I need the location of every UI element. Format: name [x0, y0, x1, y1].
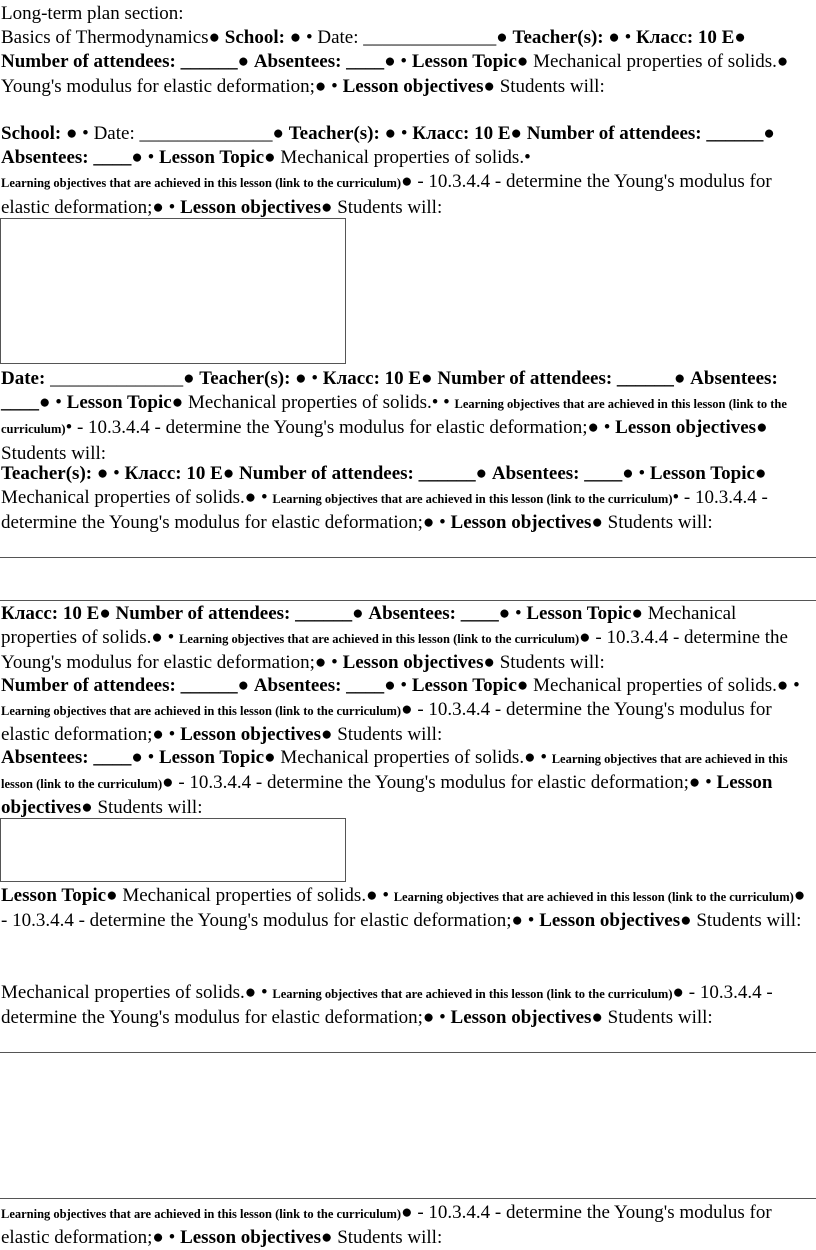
paragraph-4: Teacher(s): ● • Класс: 10 Е● Number of attendees: ______● Absentees: ____● • Lesson Topic● Mechanical properties of solids.● • Learning objectives that are achieved in this lesson (link to the curriculum)• - 10.3.4.4 - determine the Young's modulus for elastic deformation;● • Lesson objectives● Students will: — [1, 463, 768, 534]
paragraph-7: Absentees: ____● • Lesson Topic● Mechanical properties of solids.● • Learning objectives that are achieved in this lesson (link to the curriculum)● - 10.3.4.4 - determine the Young's modulus for elastic deformation;● • Lesson objectives● Students will: — [1, 747, 788, 819]
lesson-topic-label: Lesson Topic — [411, 51, 517, 73]
students-will: Students will: — [499, 75, 605, 97]
divider-1 — [0, 557, 816, 558]
school-label: School: — [224, 27, 285, 49]
teacher-label: Teacher(s): — [512, 27, 604, 49]
paragraph-9: Mechanical properties of solids.● • Learning objectives that are achieved in this lesson (link to the curriculum)● - 10.3.4.4 - determine the Young's modulus for elastic deformation;● • Lesson objectives● Students will: — [1, 982, 773, 1029]
paragraph-3: Date: ______________● Teacher(s): ● • Класс: 10 Е● Number of attendees: ______● Absentees: ____● • Lesson Topic● Mechanical properties of solids.• • Learning objectives that are achieved in this lesson (link to the curriculum)• - 10.3.4.4 - determine the Young's modulus for elastic deformation;● • Lesson objectives● Students will: — [1, 368, 787, 464]
paragraph-8: Lesson Topic● Mechanical properties of solids.● • Learning objectives that are achieved in this lesson (link to the curriculum)● - 10.3.4.4 - determine the Young's modulus for elastic deformation;● • Lesson objectives● Students will: — [1, 885, 806, 932]
paragraph-2: School: ● • Date: ______________● Teacher(s): ● • Класс: 10 Е● Number of attendees: ______● Absentees: ____● • Lesson Topic● Mechanical properties of solids.• Learning objectives that are achieved in this lesson (link to the curriculum)● - 10.3.4.4 - determine the Young's modulus for elastic deformation;● • Lesson objectives● Students will: — [1, 123, 775, 218]
class-label: Класс: 10 Е — [636, 27, 735, 49]
paragraph-10: Learning objectives that are achieved in this lesson (link to the curriculum)● - 10.3.4.4 - determine the Young's modulus for elastic deformation;● • Lesson objectives● Students will: — [1, 1202, 772, 1249]
date-label: Date: — [317, 27, 359, 49]
lesson-topic: Mechanical properties of solids. — [533, 51, 777, 73]
divider-3 — [0, 1052, 816, 1053]
divider-4 — [0, 1198, 816, 1199]
paragraph-6: Number of attendees: ______● Absentees: ____● • Lesson Topic● Mechanical properties of solids.● • Learning objectives that are achieved in this lesson (link to the curriculum)● - 10.3.4.4 - determine the Young's modulus for elastic deformation;● • Lesson objectives● Students will: — [1, 675, 800, 746]
objective-text: - 10.3.4.4 - determine the Young's modulus for elastic deformation; — [1, 171, 772, 218]
attendees-label: Number of attendees: ______ — [1, 51, 238, 73]
divider-2 — [0, 600, 816, 601]
objective-fragment: Young's modulus for elastic deformation; — [1, 75, 315, 97]
paragraph-5: Класс: 10 Е● Number of attendees: ______● Absentees: ____● • Lesson Topic● Mechanical properties of solids.● • Learning objectives that are achieved in this lesson (link to the curriculum)● - 10.3.4.4 - determine the Young's modulus for elastic deformation;● • Lesson objectives● Students will: — [1, 603, 788, 674]
lesson-objectives-label: Lesson objectives — [342, 75, 484, 97]
paragraph-1: Long-term plan section: Basics of Thermodynamics● School: ● • Date: ______________● Teacher(s): ● • Класс: 10 Е● Number of attendees: ______● Absentees: ____● • Lesson Topic● Mechanical properties of solids.● Young's modulus for elastic deformation;● • Lesson objectives● Students will: — [1, 3, 789, 97]
section-name: Basics of Thermodynamics — [1, 27, 209, 49]
empty-box-2 — [0, 818, 346, 882]
long-term-plan-label: Long-term plan section: — [1, 3, 184, 24]
absentees-label: Absentees: ____ — [253, 51, 385, 73]
empty-box-1 — [0, 218, 346, 364]
learning-objectives-label: Learning objectives that are achieved in this lesson (link to the curriculum) — [1, 176, 402, 191]
